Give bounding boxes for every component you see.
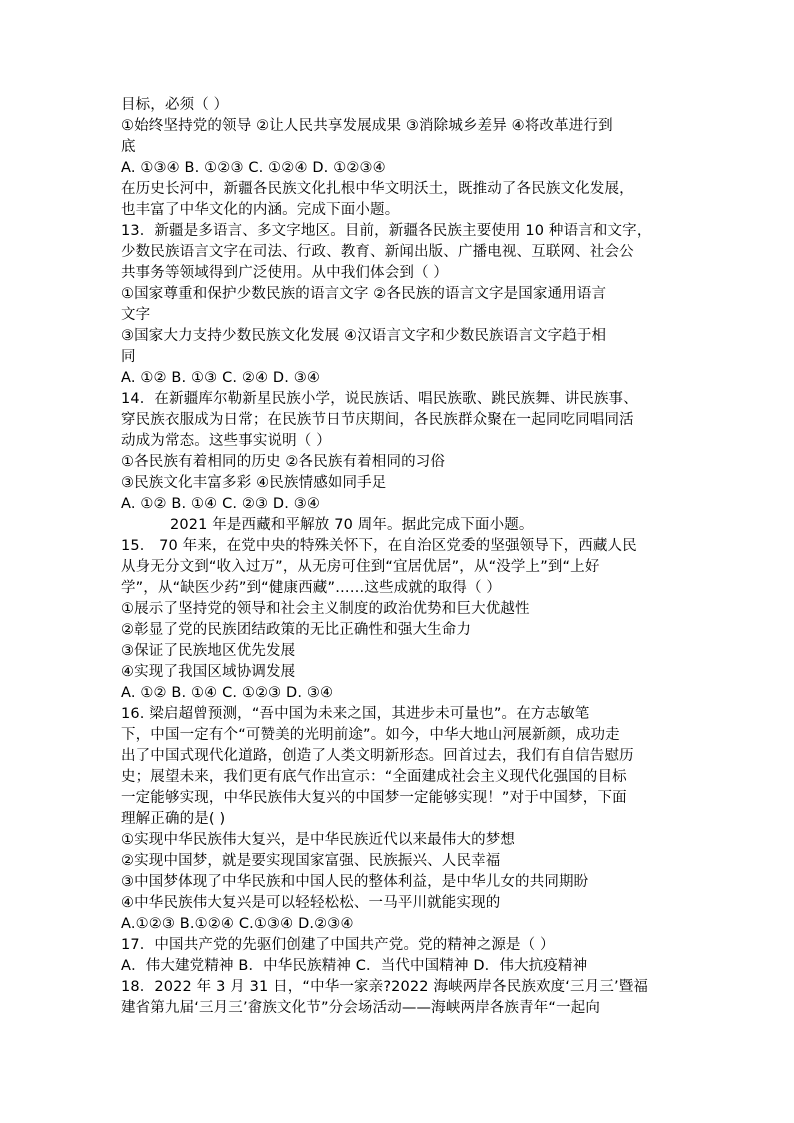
question-15-stem-cont: 从身无分文到“收入过万”，从无房可住到“宜居优居”，从“没学上”到“上好 <box>121 559 600 575</box>
question-14-options: A. ①② B. ①④ C. ②③ D. ③④ <box>121 496 321 512</box>
question-15-statement-3: ③保证了民族地区优先发展 <box>121 643 296 659</box>
question-13-statements: ③国家大力支持少数民族文化发展 ④汉语言文字和少数民族语言文字趋于相 <box>121 328 607 344</box>
question-12-statements-cont: 底 <box>121 139 136 155</box>
question-13-statements-cont: 文字 <box>121 307 151 323</box>
question-14-stem-cont: 穿民族衣服成为日常；在民族节日节庆期间，各民族群众聚在一起同吃同唱同活 <box>121 412 634 428</box>
question-15-options: A. ①② B. ①④ C. ①②③ D. ③④ <box>121 685 334 701</box>
question-16-stem-cont: 出了中国式现代化道路，创造了人类文明新形态。回首过去，我们有自信告慰历 <box>121 748 634 764</box>
question-13-stem: 13．新疆是多语言、多文字地区。目前，新疆各民族主要使用 10 种语言和文字， <box>121 223 652 239</box>
question-16-stem-cont: 一定能够实现，中华民族伟大复兴的中国梦一定能够实现！”对于中国梦，下面 <box>121 790 627 806</box>
question-15-statement-2: ②彰显了党的民族团结政策的无比正确性和强大生命力 <box>121 622 472 638</box>
question-12-options: A. ①③④ B. ①②③ C. ①②④ D. ①②③④ <box>121 160 386 176</box>
question-17-stem: 17．中国共产党的先驱们创建了中国共产党。党的精神之源是（ ） <box>121 937 555 953</box>
question-13-options: A. ①② B. ①③ C. ②④ D. ③④ <box>121 370 321 386</box>
question-16-stem-cont: 下，中国一定有个“可赞美的光明前途”。如今，中华大地山河展新颜，成功走 <box>121 727 620 743</box>
question-13-statements: ①国家尊重和保护少数民族的语言文字 ②各民族的语言文字是国家通用语言 <box>121 286 607 302</box>
question-16-stem-cont: 史；展望未来，我们更有底气作出宣示：“全面建成社会主义现代化强国的目标 <box>121 769 627 785</box>
question-12-statements: ①始终坚持党的领导 ②让人民共享发展成果 ③消除城乡差异 ④将改革进行到 <box>121 118 613 134</box>
question-14-stem-cont: 动成为常态。这些事实说明（ ） <box>121 433 331 449</box>
question-16-statement-1: ①实现中华民族伟大复兴，是中华民族近代以来最伟大的梦想 <box>121 832 516 848</box>
question-16-statement-3: ③中国梦体现了中华民族和中国人民的整体利益，是中华儿女的共同期盼 <box>121 874 589 890</box>
material-xinjiang-intro-cont: 也丰富了中华文化的内涵。完成下面小题。 <box>121 202 400 218</box>
question-16-statement-4: ④中华民族伟大复兴是可以轻轻松松、一马平川就能实现的 <box>121 895 501 911</box>
material-xinjiang-intro: 在历史长河中，新疆各民族文化扎根中华文明沃土，既推动了各民族文化发展， <box>121 181 634 197</box>
question-12-stem-end: 目标，必须（ ） <box>121 97 229 113</box>
question-14-statements: ③民族文化丰富多彩 ④民族情感如同手足 <box>121 475 387 491</box>
question-17-options: A．伟大建党精神 B．中华民族精神 C．当代中国精神 D．伟大抗疫精神 <box>121 958 588 974</box>
question-16-statement-2: ②实现中国梦，就是要实现国家富强、民族振兴、人民幸福 <box>121 853 501 869</box>
question-18-stem: 18．2022 年 3 月 31 日，“中华一家亲?2022 海峡两岸各民族欢度‘三月三’暨福 <box>121 979 649 995</box>
question-14-stem: 14．在新疆库尔勒新星民族小学，说民族话、唱民族歌、跳民族舞、讲民族事、 <box>121 391 638 407</box>
question-16-stem-cont: 理解正确的是( ) <box>121 811 226 827</box>
question-14-statements: ①各民族有着相同的历史 ②各民族有着相同的习俗 <box>121 454 446 470</box>
material-tibet-intro: 2021 年是西藏和平解放 70 周年。据此完成下面小题。 <box>170 517 534 533</box>
question-16-options: A.①②③ B.①②④ C.①③④ D.②③④ <box>121 916 354 932</box>
question-15-statement-1: ①展示了坚持党的领导和社会主义制度的政治优势和巨大优越性 <box>121 601 530 617</box>
question-15-statement-4: ④实现了我国区域协调发展 <box>121 664 296 680</box>
question-13-statements-cont: 同 <box>121 349 136 365</box>
question-13-stem-cont: 共事务等领域得到广泛使用。从中我们体会到（ ） <box>121 265 449 281</box>
question-15-stem-cont: 学”，从“缺医少药”到“健康西藏”……这些成就的取得（ ） <box>121 580 502 596</box>
question-16-stem: 16. 梁启超曾预测，“吾中国为未来之国，其进步未可量也”。在方志敏笔 <box>121 706 590 722</box>
question-15-stem: 15． 70 年来，在党中央的特殊关怀下，在自治区党委的坚强领导下，西藏人民 <box>121 538 637 554</box>
question-13-stem-cont: 少数民族语言文字在司法、行政、教育、新闻出版、广播电视、互联网、社会公 <box>121 244 634 260</box>
question-18-stem-cont: 建省第九届‘三月三’畲族文化节”分会场活动——海峡两岸各族青年“一起向 <box>121 1000 600 1016</box>
